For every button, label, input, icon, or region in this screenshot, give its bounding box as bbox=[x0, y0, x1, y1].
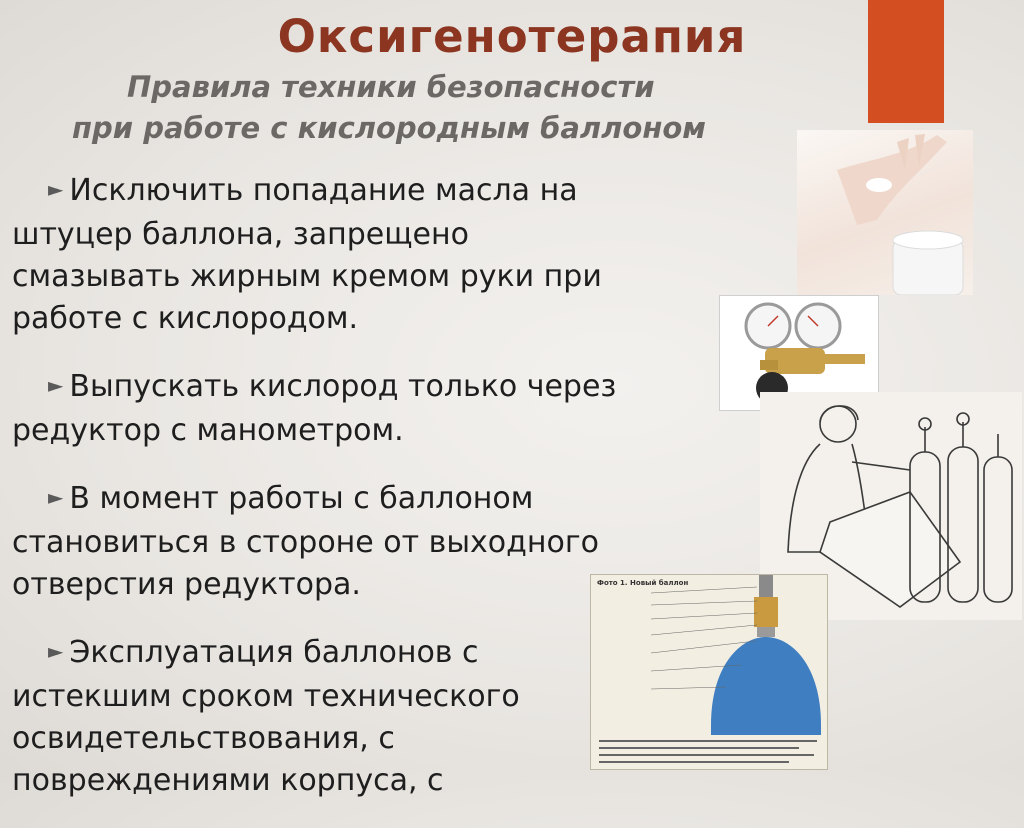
slide-title: Оксигенотерапия bbox=[277, 10, 747, 63]
bullet-text: Исключить попадание масла на штуцер баллона, запрещено смазывать жирным кремом руки при работе с кислородом. bbox=[12, 173, 602, 336]
bullet-text: Выпускать кислород только через редуктор с манометром. bbox=[12, 369, 617, 448]
bullet-item bbox=[12, 366, 712, 452]
bullet-marker-icon: ► bbox=[48, 177, 64, 201]
bullet-marker-icon: ► bbox=[48, 373, 64, 397]
hands-with-cream-image bbox=[797, 130, 973, 295]
bullet-text: Эксплуатация баллонов с истекшим сроком технического освидетельствования, с повреждениями корпуса, с bbox=[12, 635, 520, 798]
slide-subtitle-line1: Правила техники безопасности bbox=[127, 70, 655, 104]
slide-subtitle-line2: при работе с кислородным баллоном bbox=[72, 111, 706, 145]
bullet-marker-icon: ► bbox=[48, 639, 64, 663]
bullet-marker-icon: ► bbox=[48, 485, 64, 509]
cylinder-diagram-image bbox=[590, 574, 828, 770]
bullet-text: В момент работы с баллоном становиться в стороне от выходного отверстия редуктора. bbox=[12, 481, 599, 602]
bullet-item bbox=[12, 170, 712, 340]
diagram-caption: Фото 1. Новый баллон bbox=[597, 579, 689, 587]
